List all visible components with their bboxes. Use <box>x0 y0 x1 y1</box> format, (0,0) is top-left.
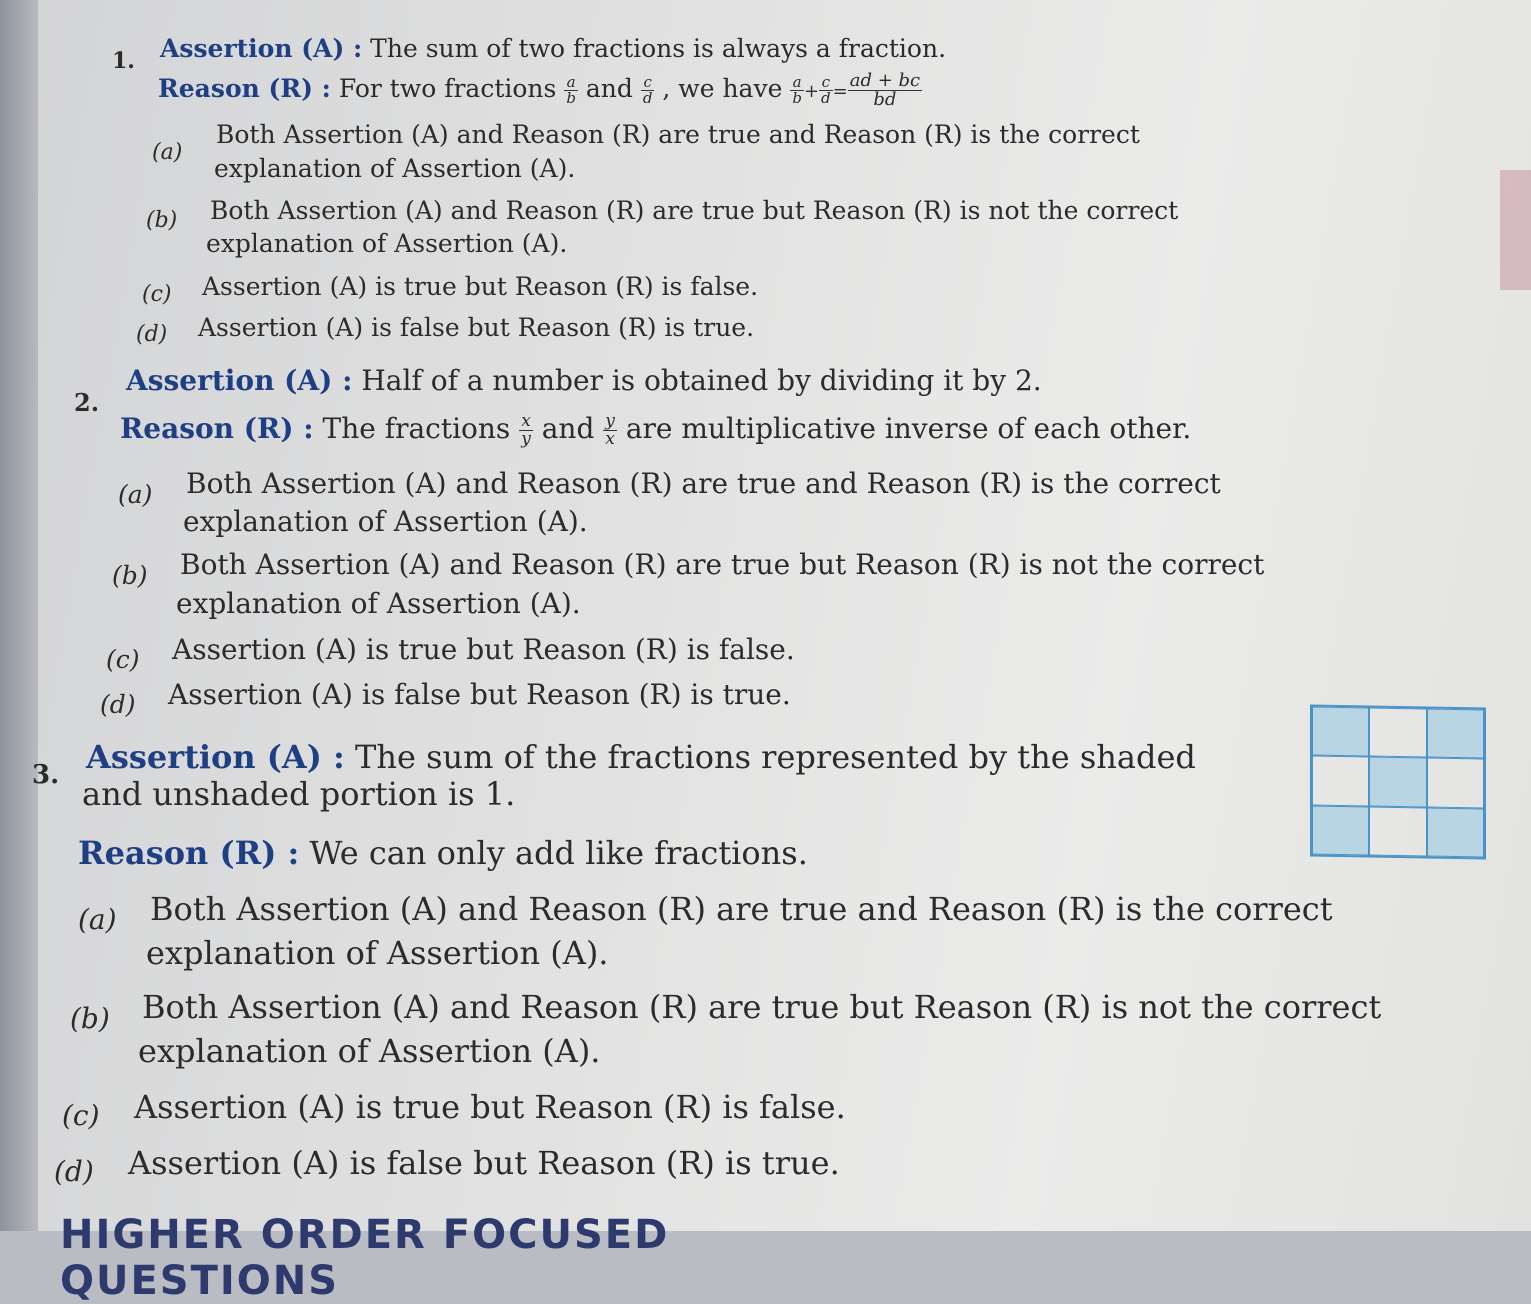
option-b-label: (b) <box>70 1002 110 1035</box>
equation-plus: + <box>803 81 820 102</box>
option-a-label: (a) <box>78 903 117 936</box>
option-b-line2: explanation of Assertion (A). <box>176 587 581 620</box>
grid-cell <box>1369 707 1426 757</box>
option-b-line1: Both Assertion (A) and Reason (R) are true but Reason (R) is not the correct <box>142 988 1382 1026</box>
reason-and: and <box>585 74 633 103</box>
equation-equals: = <box>832 81 848 102</box>
grid-cell <box>1312 756 1369 806</box>
reason-label: Reason (R) : <box>78 834 300 872</box>
assertion-label: Assertion (A) : <box>126 364 353 397</box>
option-c-text: Assertion (A) is true but Reason (R) is false. <box>172 633 795 666</box>
shaded-grid-figure <box>1310 704 1486 859</box>
option-c-text: Assertion (A) is true but Reason (R) is false. <box>202 272 759 301</box>
reason-label: Reason (R) : <box>158 74 331 103</box>
equation-result: $\frac{ad + bc}{bd}$ <box>849 70 921 110</box>
grid-cell <box>1312 805 1369 855</box>
option-c-label: (c) <box>106 645 140 674</box>
grid-cell <box>1427 758 1484 808</box>
reason-text-mid: , we have <box>662 74 783 103</box>
assertion-text: The sum of the fractions represented by the shaded <box>355 738 1196 776</box>
option-d-label: (d) <box>54 1155 94 1188</box>
option-b-label: (b) <box>112 561 148 590</box>
option-a-line1: Both Assertion (A) and Reason (R) are true and Reason (R) is the correct <box>216 120 1140 149</box>
equation-term-1: $\frac{a}{b}$ <box>792 73 802 107</box>
fraction-y-x: $\frac{y}{x}$ <box>605 411 615 449</box>
option-d-label: (d) <box>100 690 136 719</box>
option-a-line1: Both Assertion (A) and Reason (R) are true and Reason (R) is the correct <box>150 890 1333 928</box>
reason-text-post: are multiplicative inverse of each other. <box>625 412 1192 445</box>
fraction-c-d: $\frac{c}{d}$ <box>642 73 653 107</box>
option-c-text: Assertion (A) is true but Reason (R) is false. <box>134 1088 846 1126</box>
reason-line <box>120 412 1191 448</box>
reason-text-pre: For two fractions <box>338 74 557 103</box>
reason-and: and <box>541 412 595 445</box>
assertion-line <box>86 738 1196 776</box>
option-a-label: (a) <box>152 140 183 165</box>
grid-cell <box>1369 757 1426 807</box>
grid-cell <box>1369 806 1426 856</box>
option-b-line1: Both Assertion (A) and Reason (R) are true but Reason (R) is not the correct <box>210 196 1179 225</box>
assertion-text: The sum of two fractions is always a fraction. <box>370 34 947 63</box>
option-c-label: (c) <box>142 282 172 307</box>
assertion-label: Assertion (A) : <box>86 738 345 776</box>
reason-text-pre: The fractions <box>322 412 511 445</box>
assertion-line <box>160 34 946 63</box>
option-a-line2: explanation of Assertion (A). <box>214 154 576 183</box>
option-d-text: Assertion (A) is false but Reason (R) is true. <box>168 678 791 711</box>
assertion-line <box>126 364 1042 397</box>
fraction-x-y: $\frac{x}{y}$ <box>521 411 531 449</box>
reason-line <box>158 72 922 109</box>
option-d-text: Assertion (A) is false but Reason (R) is true. <box>198 313 755 342</box>
assertion-line-2: and unshaded portion is 1. <box>82 775 516 813</box>
question-number: 3. <box>32 760 60 790</box>
section-heading: HIGHER ORDER FOCUSED QUESTIONS <box>60 1212 670 1304</box>
option-c-label: (c) <box>62 1099 100 1132</box>
page-edge-strip <box>1500 170 1531 290</box>
grid-cell <box>1427 709 1484 759</box>
option-a-label: (a) <box>118 480 153 509</box>
option-a-line2: explanation of Assertion (A). <box>183 505 588 538</box>
option-b-line2: explanation of Assertion (A). <box>206 229 568 258</box>
grid-cell <box>1427 807 1484 857</box>
reason-line <box>78 834 808 872</box>
option-d-text: Assertion (A) is false but Reason (R) is true. <box>128 1144 840 1182</box>
option-b-label: (b) <box>146 208 178 233</box>
fraction-a-b: $\frac{a}{b}$ <box>566 73 576 107</box>
option-b-line1: Both Assertion (A) and Reason (R) are true but Reason (R) is not the correct <box>180 548 1265 581</box>
equation-term-2: $\frac{c}{d}$ <box>821 73 831 107</box>
page-shadow <box>0 0 38 1231</box>
option-a-line2: explanation of Assertion (A). <box>146 934 609 972</box>
reason-label: Reason (R) : <box>120 412 314 445</box>
assertion-text: Half of a number is obtained by dividing it by 2. <box>361 364 1042 397</box>
question-number: 2. <box>74 388 100 417</box>
reason-text: We can only add like fractions. <box>309 834 808 872</box>
option-a-line1: Both Assertion (A) and Reason (R) are true and Reason (R) is the correct <box>186 467 1221 500</box>
option-b-line2: explanation of Assertion (A). <box>138 1032 601 1070</box>
grid-cell <box>1312 706 1369 756</box>
question-number: 1. <box>112 48 135 74</box>
assertion-label: Assertion (A) : <box>160 34 363 63</box>
option-d-label: (d) <box>136 322 168 347</box>
